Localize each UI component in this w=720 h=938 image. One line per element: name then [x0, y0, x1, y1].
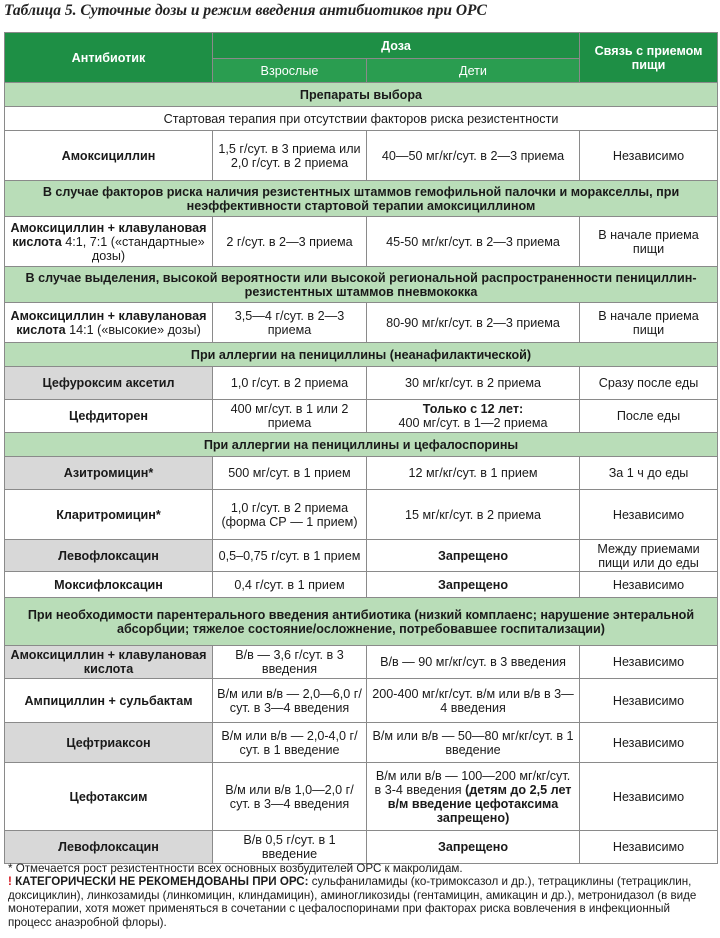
dose-adults: 0,5–0,75 г/сут. в 1 прием	[213, 540, 367, 572]
dose-adults: 1,5 г/сут. в 3 приема или 2,0 г/сут. в 2 приема	[213, 131, 367, 181]
dose-children: 80-90 мг/кг/сут. в 2—3 приема	[367, 303, 580, 343]
dose-adults: 400 мг/сут. в 1 или 2 приема	[213, 400, 367, 433]
dose-adults: 500 мг/сут. в 1 прием	[213, 457, 367, 490]
dose-children-value: 400 мг/сут. в 1—2 приема	[398, 416, 548, 430]
section-starting: Стартовая терапия при отсутствии факторов риска резистентности	[5, 107, 718, 131]
table-caption: Таблица 5. Суточные дозы и режим введения антибиотиков при ОРС	[4, 2, 487, 19]
drug-name: Ампициллин + сульбактам	[5, 679, 213, 723]
table-row	[5, 540, 718, 572]
drug-name: Амоксициллин	[5, 131, 213, 181]
food-relation: Между приемами пищи или до еды	[580, 540, 718, 572]
dose-children: Запрещено	[367, 572, 580, 598]
table-row	[5, 217, 718, 267]
table-row	[5, 646, 718, 679]
dose-children: В/в — 90 мг/кг/сут. в 3 введения	[367, 646, 580, 679]
dose-adults: В/в 0,5 г/сут. в 1 введение	[213, 831, 367, 864]
header-food: Связь с приемом пищи	[580, 33, 718, 83]
dose-children-restriction: (детям до 2,5 лет в/м введение цефотаксима запрещено)	[387, 782, 572, 825]
food-relation: После еды	[580, 400, 718, 433]
section-pneumococcus: В случае выделения, высокой вероятности или высокой региональной распространенности пенициллин-резистентных штаммов пневмококка	[5, 267, 718, 303]
section-choice: Препараты выбора	[5, 83, 718, 107]
drug-name: Кларитромицин*	[5, 490, 213, 540]
dose-children: 12 мг/кг/сут. в 1 прием	[367, 457, 580, 490]
table-row	[5, 131, 718, 181]
header-dose: Доза	[213, 33, 580, 59]
drug-name-main: Амоксициллин + клавулановая кислота	[10, 308, 207, 337]
dose-children	[367, 763, 580, 831]
warning-icon: !	[8, 875, 12, 889]
drug-name: Цефтриаксон	[5, 723, 213, 763]
dose-children: 200-400 мг/кг/сут. в/м или в/в в 3—4 введения	[367, 679, 580, 723]
food-relation: Независимо	[580, 646, 718, 679]
drug-name: Амоксициллин + клавулановая кислота	[5, 646, 213, 679]
footnote-star: * Отмечается рост резистентности всех основных возбудителей ОРС к макролидам.	[8, 862, 463, 875]
food-relation: Независимо	[580, 723, 718, 763]
section-parenteral: При необходимости парентерального введения антибиотика (низкий комплаенс; нарушение энтеральной абсорбции; тяжелое состояние/осложнение, потребовавшее госпитализации)	[5, 598, 718, 646]
food-relation: Сразу после еды	[580, 367, 718, 400]
table-row	[5, 572, 718, 598]
dose-children: 30 мг/кг/сут. в 2 приема	[367, 367, 580, 400]
table-row	[5, 457, 718, 490]
food-relation: Независимо	[580, 131, 718, 181]
food-relation: Независимо	[580, 763, 718, 831]
section-haemophilus: В случае факторов риска наличия резистентных штаммов гемофильной палочки и моракселлы, при неэффективности стартовой терапии амоксициллином	[5, 181, 718, 217]
dose-adults: В/м или в/в — 2,0-4,0 г/сут. в 1 введение	[213, 723, 367, 763]
drug-name-main: Амоксициллин + клавулановая кислота	[10, 220, 207, 249]
drug-name: Левофлоксацин	[5, 831, 213, 864]
footnote-warning-text: сульфаниламиды (ко-тримоксазол и др.), тетрациклины (тетрациклин, доксициклин), линкозамиды (линкомицин, клиндамицин), аминогликозиды (гентамицин, амикацин и др.), метронидазол (в виде монотерапии, хотя может применяться в сочетании с цефалоспоринами при факторах риска вовлечения в инфекционный процесс анаэробной флоры).	[8, 875, 697, 929]
dose-children	[367, 400, 580, 433]
dose-children-value: В/м или в/в — 100—200 мг/кг/сут. в 3-4 введения	[374, 768, 571, 797]
table-row	[5, 679, 718, 723]
drug-name: Цефдиторен	[5, 400, 213, 433]
section-allergy-penicillin-cephalosporin: При аллергии на пенициллины и цефалоспорины	[5, 433, 718, 457]
footnote-warning-title: КАТЕГОРИЧЕСКИ НЕ РЕКОМЕНДОВАНЫ ПРИ ОРС:	[15, 875, 309, 889]
antibiotics-table	[4, 32, 718, 864]
header-children: Дети	[367, 59, 580, 83]
food-relation: В начале приема пищи	[580, 217, 718, 267]
section-allergy-penicillin: При аллергии на пенициллины (неанафилактической)	[5, 343, 718, 367]
drug-name: Цефотаксим	[5, 763, 213, 831]
table-row	[5, 763, 718, 831]
dose-children: 40—50 мг/кг/сут. в 2—3 приема	[367, 131, 580, 181]
dose-children: 45-50 мг/кг/сут. в 2—3 приема	[367, 217, 580, 267]
dose-children: Запрещено	[367, 831, 580, 864]
table-row	[5, 490, 718, 540]
table-row	[5, 400, 718, 433]
dose-adults: 3,5—4 г/сут. в 2—3 приема	[213, 303, 367, 343]
drug-name-note: 14:1 («высокие» дозы)	[69, 322, 201, 337]
table-footnote	[8, 862, 714, 929]
food-relation: Независимо	[580, 831, 718, 864]
drug-name-note: 4:1, 7:1 («стандартные» дозы)	[65, 234, 205, 263]
drug-name: Левофлоксацин	[5, 540, 213, 572]
dose-children: 15 мг/кг/сут. в 2 приема	[367, 490, 580, 540]
dose-adults: 2 г/сут. в 2—3 приема	[213, 217, 367, 267]
food-relation: Независимо	[580, 679, 718, 723]
dose-adults: 1,0 г/сут. в 2 приема (форма СР — 1 прием)	[213, 490, 367, 540]
drug-name: Цефуроксим аксетил	[5, 367, 213, 400]
dose-adults: В/м или в/в 1,0—2,0 г/ сут. в 3—4 введения	[213, 763, 367, 831]
dose-children-restriction: Только с 12 лет:	[422, 402, 524, 416]
dose-adults: В/м или в/в — 2,0—6,0 г/сут. в 3—4 введения	[213, 679, 367, 723]
dose-children: В/м или в/в — 50—80 мг/кг/сут. в 1 введение	[367, 723, 580, 763]
table-row	[5, 723, 718, 763]
table-row	[5, 367, 718, 400]
food-relation: Независимо	[580, 572, 718, 598]
dose-adults: 1,0 г/сут. в 2 приема	[213, 367, 367, 400]
footnote-warning	[8, 875, 714, 929]
drug-name	[5, 217, 213, 267]
table-row	[5, 831, 718, 864]
dose-children: Запрещено	[367, 540, 580, 572]
dose-adults: 0,4 г/сут. в 1 прием	[213, 572, 367, 598]
table-row	[5, 303, 718, 343]
dose-adults: В/в — 3,6 г/сут. в 3 введения	[213, 646, 367, 679]
food-relation: За 1 ч до еды	[580, 457, 718, 490]
food-relation: Независимо	[580, 490, 718, 540]
food-relation: В начале приема пищи	[580, 303, 718, 343]
header-adults: Взрослые	[213, 59, 367, 83]
drug-name: Моксифлоксацин	[5, 572, 213, 598]
drug-name: Азитромицин*	[5, 457, 213, 490]
header-antibiotic: Антибиотик	[5, 33, 213, 83]
drug-name	[5, 303, 213, 343]
